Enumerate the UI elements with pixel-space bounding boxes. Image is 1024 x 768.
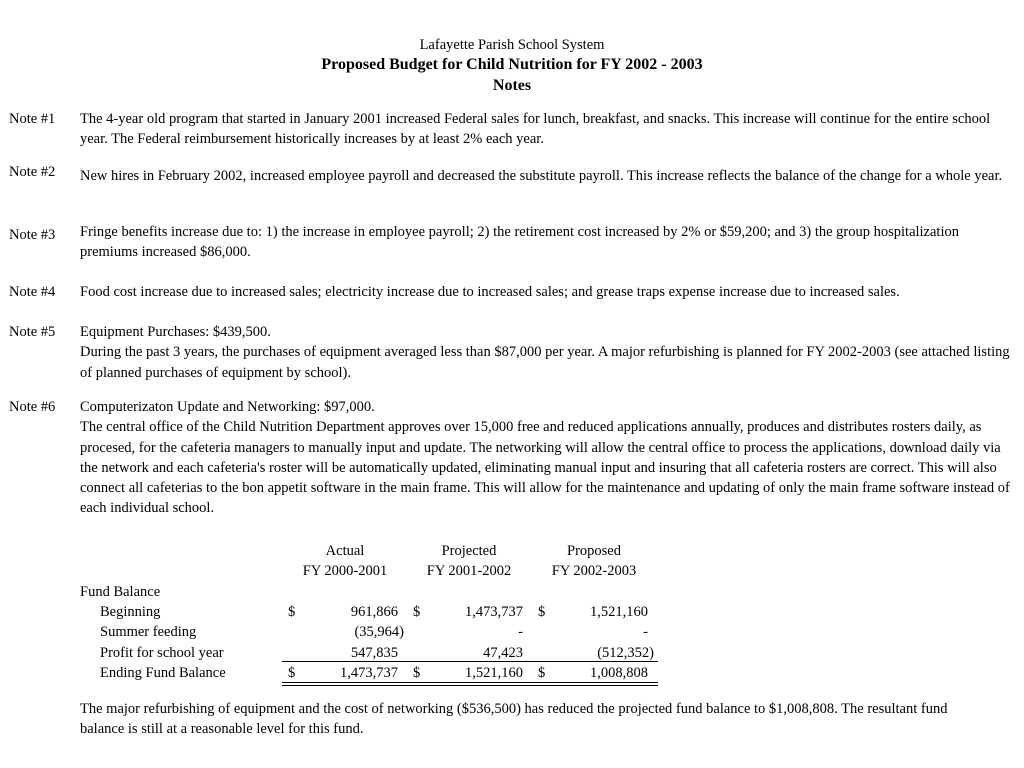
row-label: Profit for school year: [100, 644, 224, 661]
dollar-sign: $: [413, 664, 421, 681]
note-body: [80, 109, 1010, 150]
note-label: Note #5: [9, 324, 56, 340]
note-body: [80, 397, 1010, 519]
table-cell: 1,473,737: [465, 604, 523, 620]
note-body: [80, 222, 1010, 263]
note-paragraph: New hires in February 2002, increased employee payroll and decreased the substitute payroll. This increase reflects the balance of the change for a whole year.: [80, 168, 1003, 184]
column-header-projected: Projected: [441, 543, 497, 559]
subtotal-rule: [282, 661, 658, 662]
dollar-sign: $: [288, 604, 296, 620]
note-paragraph: Computerizaton Update and Networking: $97,000.: [80, 399, 375, 415]
section-title: Notes: [492, 77, 532, 94]
closing-text: The major refurbishing of equipment and the cost of networking ($536,500) has reduced the projected fund balance to $1,008,808. The resultant fund balance is still at a reasonable level for this fund.: [80, 701, 948, 738]
table-cell: 1,473,737: [340, 664, 398, 681]
table-cell: 1,521,160: [590, 604, 648, 620]
table-cell: (35,964): [354, 624, 404, 641]
column-header-actual-year: FY 2000-2001: [302, 563, 388, 580]
note-body: [80, 282, 1010, 302]
note-paragraph: Fringe benefits increase due to: 1) the increase in employee payroll; 2) the retirement cost increased by 2% or $59,200; and 3) the group hospitalization premiums increased $86,000.: [80, 224, 959, 261]
column-header-proposed-year: FY 2002-2003: [551, 563, 637, 580]
note-label: Note #1: [9, 111, 56, 127]
note-paragraph: The 4-year old program that started in January 2001 increased Federal sales for lunch, breakfast, and snacks. This increase will continue for the entire school year. The Federal reimbursement historically increases by at least 2% each year.: [80, 111, 991, 148]
total-double-rule-bottom: [282, 685, 658, 686]
table-cell: 1,521,160: [465, 664, 523, 681]
note-label: Note #6: [9, 399, 56, 415]
table-cell: (512,352): [597, 644, 654, 661]
note-label: Note #3: [9, 227, 56, 243]
note-paragraph: Food cost increase due to increased sales; electricity increase due to increased sales; and grease traps expense increase due to increased sales.: [80, 284, 900, 300]
organization-name: Lafayette Parish School System: [419, 37, 605, 53]
row-label: Summer feeding: [100, 624, 197, 641]
table-cell: 547,835: [350, 644, 398, 661]
dollar-sign: $: [538, 604, 546, 620]
table-cell: -: [643, 624, 648, 641]
column-header-proposed: Proposed: [567, 543, 621, 559]
column-header-projected-year: FY 2001-2002: [426, 563, 512, 580]
table-cell: 961,866: [350, 604, 398, 620]
table-cell: -: [518, 624, 523, 641]
dollar-sign: $: [538, 664, 546, 681]
dollar-sign: $: [288, 664, 296, 681]
note-body: [80, 322, 1010, 383]
note-paragraph: The central office of the Child Nutrition Department approves over 15,000 free and reduced applications annually, produces and distributes rosters daily, as procesed, for the cafeteria managers to manually input and update. The networking will allow the central office to process the applications, download daily via the network and each cafeteria's roster will be automatically updated, eliminating manual input and insuring that all cafeteria rosters are correct. This will also connect all cafeterias to the bon appetit software in the main frame. This will allow for the maintenance and updating of only the main frame software instead of each individual school.: [80, 419, 1010, 517]
column-header-actual: Actual: [325, 543, 365, 559]
note-label: Note #2: [9, 164, 56, 180]
dollar-sign: $: [413, 604, 421, 620]
table-cell: 47,423: [483, 644, 523, 661]
row-label: Ending Fund Balance: [100, 664, 226, 681]
table-cell: 1,008,808: [590, 664, 648, 681]
note-body: [80, 166, 1010, 186]
document-title: Proposed Budget for Child Nutrition for FY 2002 - 2003: [321, 56, 703, 73]
fund-balance-heading: Fund Balance: [80, 583, 161, 600]
row-label: Beginning: [100, 604, 161, 620]
closing-paragraph: [80, 699, 980, 740]
total-double-rule-top: [282, 682, 658, 683]
note-paragraph: Equipment Purchases: $439,500.: [80, 324, 271, 340]
note-label: Note #4: [9, 284, 56, 300]
note-paragraph: During the past 3 years, the purchases of equipment averaged less than $87,000 per year. A major refurbishing is planned for FY 2002-2003 (see attached listing of planned purchases of equipment by school).: [80, 344, 1010, 381]
